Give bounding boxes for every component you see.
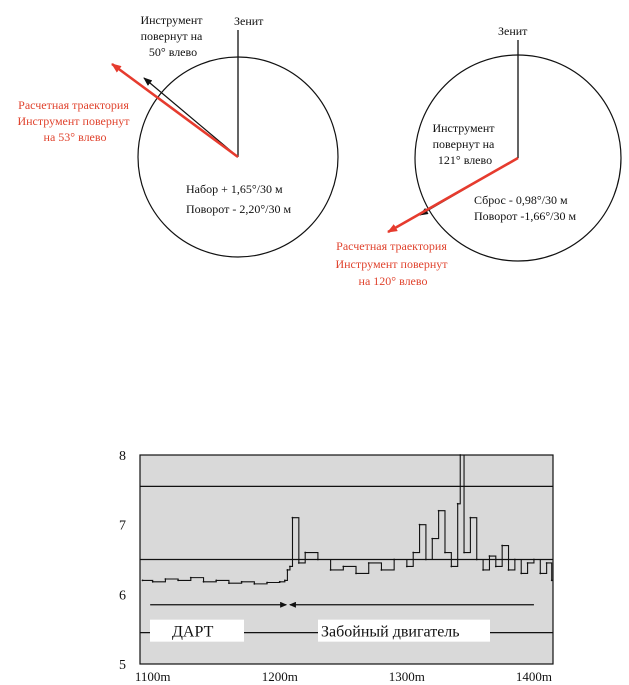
series-point	[533, 559, 535, 561]
series-point	[330, 569, 332, 571]
series-point	[279, 581, 281, 583]
series-point	[152, 581, 154, 583]
series-point	[368, 562, 370, 564]
series-point	[203, 581, 205, 583]
series-point	[450, 566, 452, 568]
series-point	[142, 580, 144, 582]
x-tick-label: 1400m	[515, 669, 553, 684]
series-point	[489, 555, 491, 557]
y-tick-label: 7	[119, 518, 126, 534]
series-point	[355, 573, 357, 575]
right-instrument-label: Инструмент повернут на 121° влево	[432, 121, 495, 167]
series-point	[508, 569, 510, 571]
right-stats-label: Сброс - 0,98°/30 м Поворот -1,66°/30 м	[474, 193, 577, 223]
series-point	[253, 583, 255, 585]
y-tick-label: 6	[119, 588, 126, 604]
series-point	[501, 545, 503, 547]
series-point	[470, 517, 472, 519]
series-point	[476, 559, 478, 561]
series-point	[431, 538, 433, 540]
series-point	[287, 569, 289, 571]
series-point	[459, 454, 461, 456]
series-point	[406, 566, 408, 568]
series-point	[539, 573, 541, 575]
x-tick-label: 1100m	[134, 669, 171, 684]
series-point	[438, 510, 440, 512]
series-point	[412, 552, 414, 554]
series-point	[381, 569, 383, 571]
series-point	[546, 562, 548, 564]
series-point	[190, 577, 192, 579]
series-point	[419, 524, 421, 526]
depth-chart	[119, 449, 553, 684]
series-point	[284, 580, 286, 582]
series-point	[463, 552, 465, 554]
series-point	[520, 573, 522, 575]
series-point	[342, 566, 344, 568]
series-point	[289, 566, 291, 568]
right-zenith-label: Зенит	[498, 24, 528, 38]
series-point	[266, 582, 268, 584]
y-tick-label: 8	[119, 449, 126, 464]
left-instrument-label: Инструмент повернут на 50° влево	[140, 13, 203, 59]
series-point	[393, 559, 395, 561]
y-tick-label: 5	[119, 658, 126, 673]
x-tick-label: 1300m	[388, 669, 425, 684]
series-point	[527, 562, 529, 564]
series-point	[457, 503, 459, 505]
series-point	[241, 581, 243, 583]
series-point	[292, 517, 294, 519]
chart-x-ticks	[135, 669, 552, 684]
series-point	[551, 580, 553, 582]
series-point	[425, 559, 427, 561]
series-point	[298, 562, 300, 564]
series-point	[317, 559, 319, 561]
segment-label-dart: ДАРТ	[172, 623, 214, 641]
x-tick-label: 1200m	[261, 669, 298, 684]
series-point	[482, 569, 484, 571]
left-stats-label: Набор + 1,65°/30 м Поворот - 2,20°/30 м	[186, 182, 292, 216]
series-point	[304, 552, 306, 554]
segment-label-motor: Забойный двигатель	[321, 623, 460, 641]
series-point	[228, 582, 230, 584]
left-zenith-label: Зенит	[234, 14, 264, 28]
series-point	[444, 552, 446, 554]
chart-y-ticks	[119, 449, 126, 673]
left-diagram	[17, 13, 338, 257]
series-point	[215, 580, 217, 582]
right-diagram	[335, 24, 621, 288]
left-calc-label: Расчетная траектория Инструмент повернут на 53° влево	[17, 98, 130, 144]
right-calc-label: Расчетная траектория Инструмент повернут на 120° влево	[335, 239, 448, 288]
series-point	[495, 566, 497, 568]
series-point	[177, 580, 179, 582]
series-point	[514, 559, 516, 561]
series-point	[165, 578, 167, 580]
